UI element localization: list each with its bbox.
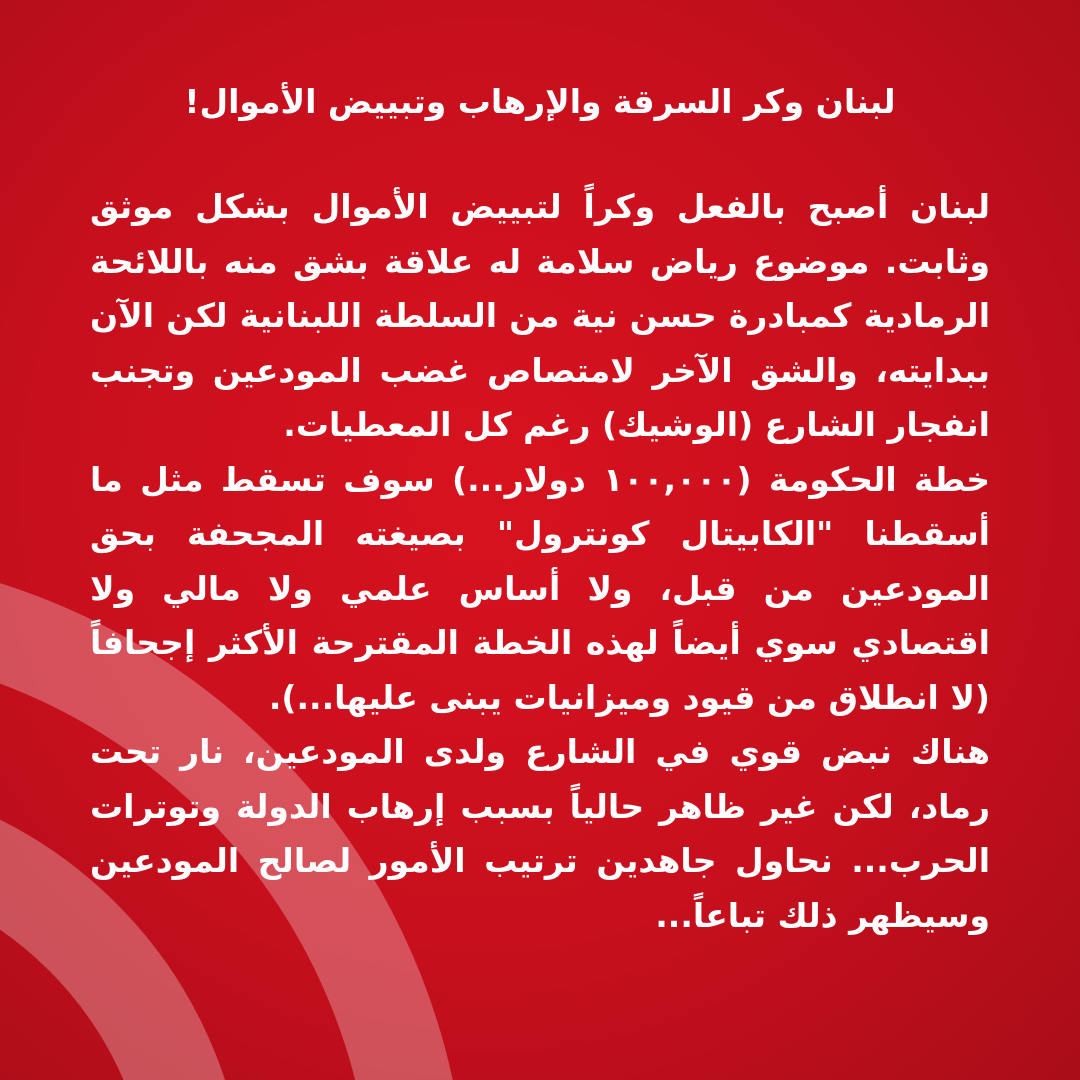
post-title: لبنان وكر السرقة والإرهاب وتبييض الأموال!	[184, 82, 896, 121]
post-content	[90, 78, 990, 943]
post-paragraph-1: لبنان أصبح بالفعل وكراً لتبييض الأموال بشكل موثق وثابت. موضوع رياض سلامة له علاقة بشق منه باللائحة الرمادية كمبادرة حسن نية من السلطة اللبنانية لكن الآن ببدايته، والشق الآخر لامتصاص غضب المودعين وتجنب انفجار الشارع (الوشيك) رغم كل المعطيات.	[90, 187, 990, 444]
post-paragraph-2: خطة الحكومة (١٠٠,٠٠٠ دولار...) سوف تسقط مثل ما أسقطنا "الكابيتال كونترول" بصيغته المجحفة بحق المودعين من قبل، ولا أساس علمي ولا مالي ولا اقتصادي سوي أيضاً لهذه الخطة المقترحة الأكثر إجحافاً (لا انطلاق من قيود وميزانيات يبنى عليها...).	[90, 459, 991, 717]
post-paragraph-3: هناك نبض قوي في الشارع ولدى المودعين، نار تحت رماد، لكن غير ظاهر حالياً بسبب إرهاب الدولة وتوترات الحرب... نحاول جاهدين ترتيب الأمور لصالح المودعين وسيظهر ذلك تباعاً...	[90, 732, 990, 935]
